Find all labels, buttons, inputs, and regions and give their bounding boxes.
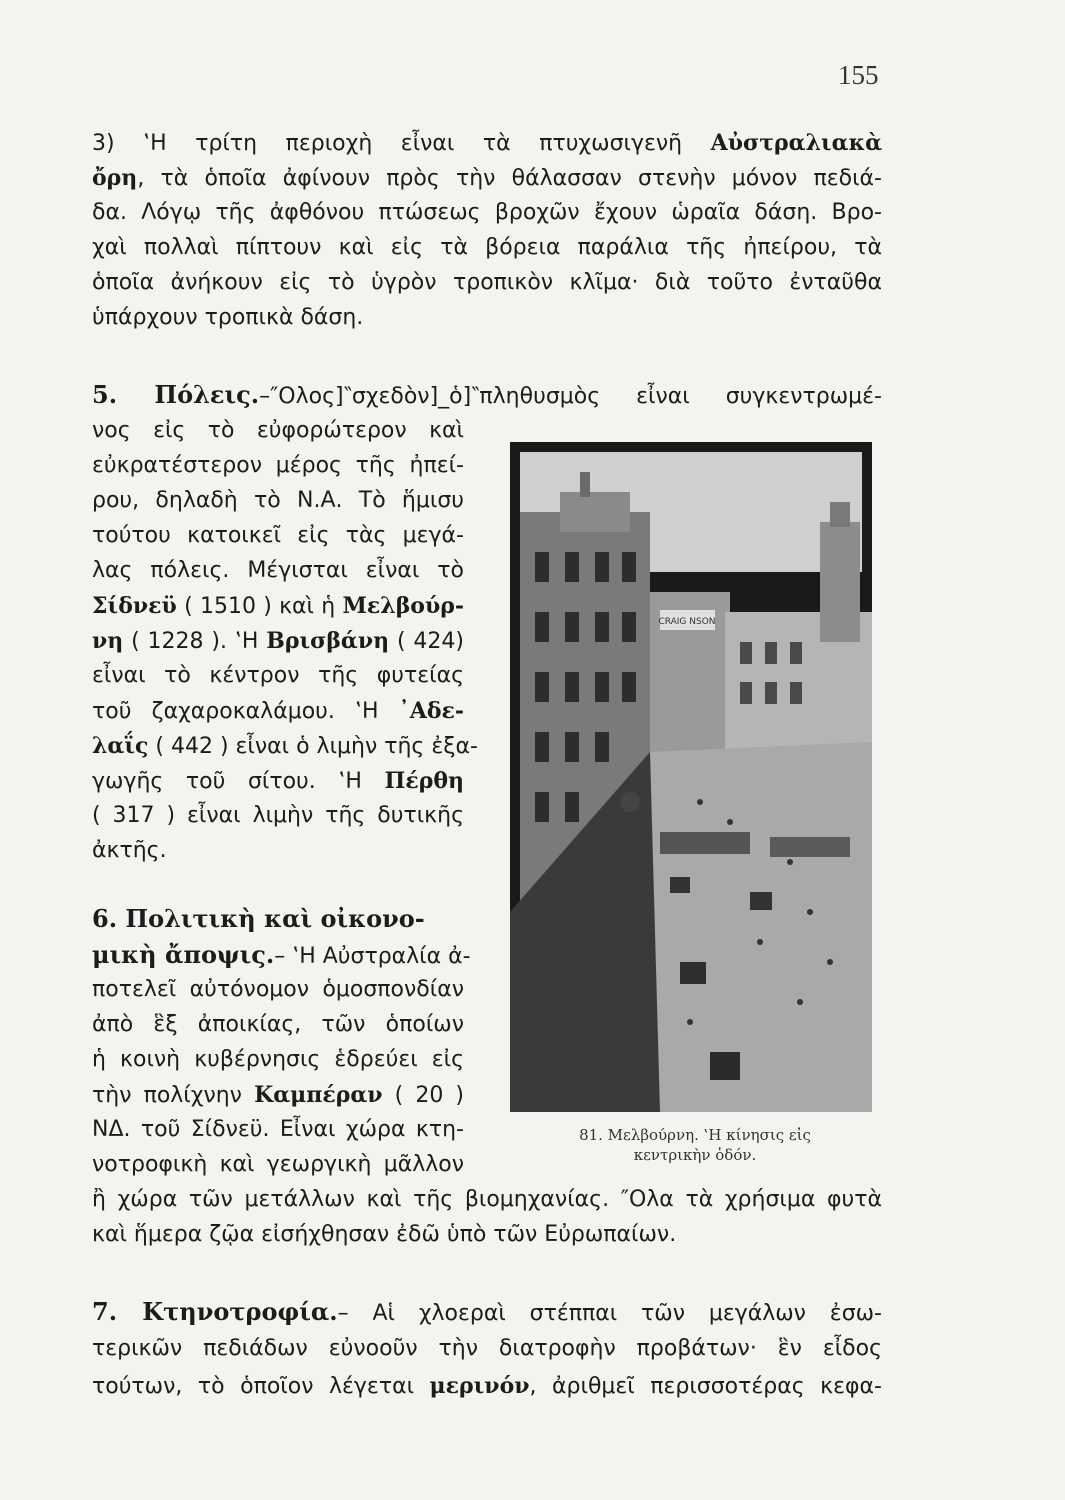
- section5-line-12: γωγῆς τοῦ σίτου. ‛Η Πέρθη: [92, 768, 464, 794]
- section5-heading: 5. Πόλεις.: [92, 380, 260, 409]
- merino-term: μερινόν: [429, 1373, 530, 1399]
- adelaide-name: ᾿Αδε-: [398, 698, 464, 724]
- section5-line-10: τοῦ ζαχαροκαλάμου. ‛Η ᾿Αδε-: [92, 698, 464, 724]
- melbourne-street-photo: [510, 442, 872, 1112]
- section6-line-8: νοτροφικὴ καὶ γεωργικὴ μᾶλλον: [92, 1152, 464, 1177]
- section3-line-1: 3) ‛Η τρίτη περιοχὴ εἶναι τὰ πτυχωσιγενῆ Αὐστραλιακὰ: [92, 130, 882, 156]
- section6-heading: 6. Πολιτικὴ καὶ οἰκονο-: [92, 904, 425, 933]
- section5-line-6: λας πόλεις. Μέγισται εἶναι τὸ: [92, 558, 464, 583]
- section3-line-6: ὑπάρχουν τροπικὰ δάση.: [92, 305, 364, 330]
- photo-caption: [520, 1125, 870, 1165]
- section5-line-9: εἶναι τὸ κέντρον τῆς φυτείας: [92, 663, 464, 688]
- photo-illustration: [510, 442, 872, 1112]
- section6-line-2: μικὴ ἄποψις.– ‛Η Αὐστραλία ἀ-: [92, 940, 471, 969]
- section6-line-7: ΝΔ. τοῦ Σίδνεϋ. Εἶναι χώρα κτη-: [92, 1117, 464, 1142]
- perth-name: Πέρθη: [384, 768, 464, 794]
- section5-line-13: ( 317 ) εἶναι λιμὴν τῆς δυτικῆς: [92, 803, 464, 828]
- section3-line-3: δα. Λόγῳ τῆς ἀφθόνου πτώσεως βροχῶν ἔχουν ὡραῖα δάση. Βρο-: [92, 200, 882, 225]
- section6-line-6: τὴν πολίχνην Καμπέραν ( 20 ): [92, 1082, 464, 1108]
- sydney-name: Σίδνεϋ: [92, 593, 177, 619]
- section5-line-4: ρου, δηλαδὴ τὸ Ν.Α. Τὸ ἥμισυ: [92, 488, 464, 513]
- section5-line-7: Σίδνεϋ ( 1510 ) καὶ ἡ Μελβούρ-: [92, 593, 465, 619]
- shop-sign: CRAIG NSON: [658, 617, 716, 627]
- australian-mountains-term: Αὐστραλιακὰ: [710, 130, 882, 156]
- section7-line-3: τούτων, τὸ ὁποῖον λέγεται μερινόν, ἀριθμεῖ περισσοτέρας κεφα-: [92, 1373, 882, 1399]
- section5-line-3: εὐκρατέστερον μέρος τῆς ἠπεί-: [92, 453, 464, 478]
- caption-line-2: κεντρικὴν ὁδόν.: [633, 1146, 757, 1164]
- section5-line-11: λαΐς ( 442 ) εἶναι ὁ λιμὴν τῆς ἐξα-: [92, 733, 478, 759]
- section3-line-5: ὁποῖα ἀνήκουν εἰς τὸ ὑγρὸν τροπικὸν κλῖμα· διὰ τοῦτο ἐνταῦθα: [92, 270, 882, 295]
- section3-line-2: ὄρη, τὰ ὁποῖα ἀφίνουν πρὸς τὴν θάλασσαν στενὴν μόνον πεδιά-: [92, 165, 882, 191]
- section5-line-14: ἀκτῆς.: [92, 838, 167, 863]
- section5-line-8: νη ( 1228 ). ‛Η Βρισβάνη ( 424): [92, 628, 464, 654]
- section6-line-9: ἢ χώρα τῶν μετάλλων καὶ τῆς βιομηχανίας. ″Ολα τὰ χρήσιμα φυτὰ: [92, 1187, 882, 1212]
- page-number: 155: [838, 60, 879, 90]
- caption-line-1: 81. Μελβούρνη. ‛Η κίνησις εἰς: [579, 1126, 811, 1144]
- section6-line-4: ἀπὸ ἓξ ἀποικίας, τῶν ὁποίων: [92, 1012, 464, 1037]
- section3-line-4: χαὶ πολλαὶ πίπτουν καὶ εἰς τὰ βόρεια παράλια τῆς ἠπείρου, τὰ: [92, 235, 882, 260]
- section5-line-1: 5. Πόλεις.–″Ολος]‶σχεδὸν]_ὁ]‶πληθυσμὸς εἶναι συγκεντρωμέ-: [92, 380, 882, 409]
- section6-line-3: ποτελεῖ αὐτόνομον ὁμοσπονδίαν: [92, 977, 464, 1002]
- section5-line-2: νος εἰς τὸ εὐφορώτερον καὶ: [92, 418, 464, 443]
- section6-line-10: καὶ ἥμερα ζῷα εἰσήχθησαν ἐδῶ ὑπὸ τῶν Εὐρωπαίων.: [92, 1222, 677, 1247]
- section6-line-5: ἡ κοινὴ κυβέρνησις ἑδρεύει εἰς: [92, 1047, 464, 1072]
- melbourne-name: Μελβούρ-: [342, 593, 465, 619]
- brisbane-name: Βρισβάνη: [266, 628, 390, 654]
- section7-line-2: τερικῶν πεδιάδων εὐνοοῦν τὴν διατροφὴν προβάτων· ἓν εἶδος: [92, 1336, 882, 1361]
- section7-heading: 7. Κτηνοτροφία.: [92, 1297, 338, 1326]
- canberra-name: Καμπέραν: [254, 1082, 383, 1108]
- section5-line-5: τούτου κατοικεῖ εἰς τὰς μεγά-: [92, 523, 464, 548]
- section7-line-1: 7. Κτηνοτροφία.– Αἱ χλοεραὶ στέππαι τῶν μεγάλων ἐσω-: [92, 1297, 883, 1326]
